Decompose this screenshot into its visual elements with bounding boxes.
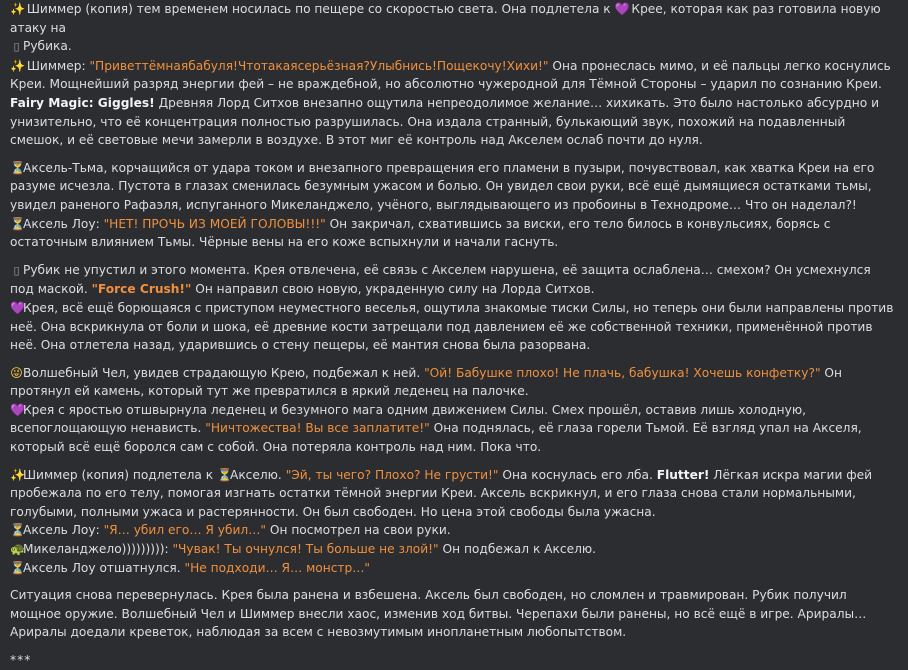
paragraph-6 <box>10 299 898 355</box>
text: Лёгкая искра магии фей пробежала по его телу, помогая изгнать остатки тёмной энергии Креи. Аксель вскрикнул, и его глаза снова стали нормальными, голубыми, полными ужаса и растерянности. Он был свободен. Но цена этой свободы была ужасна. <box>10 467 873 519</box>
text: Аксель-Тьма, корчащийся от удара током и внезапного превращения его пламени в пузыри, почувствовал, как хватка Креи на его разуме исчезла. Пустота в глазах сменилась безумным ужасом и болью. Он увидел свои руки, всё ещё дымящиеся остатками тьмы, увидел раненого Рафаэля, испуганного Микеланджело, учёного, выглядывающего из пробоины в Технодроме… Что он наделал?! <box>10 160 875 212</box>
text: Он направил свою новую, украденную силу на Лорда Ситхов. <box>191 282 595 297</box>
text: Она поднялась, её глаза горели Тьмой. Её взгляд упал на Акселя, который всё ещё боролся сам с собой. Она потеряла контроль над ним. Пока что. <box>10 421 862 455</box>
quote: "Я… убил его… Я убил…" <box>103 523 267 538</box>
text: Акселю. <box>229 467 286 482</box>
text: Он закричал, схватившись за виски, его тело билось в конвульсиях, борясь с остаточным влиянием Тьмы. Чёрные вены на его коже вспыхнули и начали гаснуть. <box>10 216 831 250</box>
text: Он протянул ей камень, который тут же превратился в яркий леденец на палочке. <box>10 365 842 399</box>
text: Он посмотрел на свои руки. <box>266 523 451 538</box>
sparkle-icon: ✨ <box>10 58 26 73</box>
text: Крея, всё ещё борющаяся с приступом неуместного веселья, ощутила знакомые тиски Силы, но теперь они были направлены против неё. Она вскрикнула от боли и шока, её древние кости затрещали под давлением её же собственной техники, применённой против неё. Она отлетела назад, ударившись о стену пещеры, её мантия снова была разорвана. <box>10 300 894 353</box>
hourglass-icon: ⏳ <box>10 523 26 538</box>
message-log <box>10 0 898 670</box>
text: Крее, которая как раз готовила новую атаку на <box>10 2 881 35</box>
text: Аксель Лоу отшатнулся. <box>23 560 185 575</box>
paragraph-gap <box>10 355 898 364</box>
text: Ситуация снова перевернулась. Крея была ранена и взбешена. Аксель был свободен, но сломлен и травмирован. Рубик получил мощное оружие. Волшебный Чел и Шиммер внесли хаос, изменив ход битвы. Черепахи были ранены, но всё ещё в игре. Арирaлы… Ариралы доедали креветок, наблюдая за всем с невозмутимым инопланетным любопытством. <box>10 588 867 640</box>
turtle-icon: 🐢 <box>10 542 26 557</box>
speaker: Аксель Лоу: <box>23 216 104 231</box>
quote: "Чувак! Ты очнулся! Ты больше не злой!" <box>172 542 439 557</box>
paragraph-11 <box>10 540 898 559</box>
paragraph-gap <box>10 457 898 466</box>
paragraph-8 <box>10 401 898 457</box>
paragraph-gap <box>10 642 898 651</box>
hourglass-icon: ⏳ <box>10 216 26 231</box>
paragraph-13 <box>10 586 898 642</box>
speaker: Микеланджело))))))))): <box>23 542 173 557</box>
text: Он подбежал к Акселю. <box>438 542 596 557</box>
quote: "НЕТ! ПРОЧЬ ИЗ МОЕЙ ГОЛОВЫ!!!" <box>103 216 326 231</box>
text: Она пронеслась мимо, и её пальцы легко коснулись Креи. Мощнейший разряд энергии фей – не враждебной, но абсолютно чужеродной для Тёмной Стороны – ударил по сознанию Креи. <box>10 58 891 92</box>
paragraph-10 <box>10 521 898 540</box>
sparkle-icon: ✨ <box>10 2 26 16</box>
purple-heart-icon: 💜 <box>10 300 26 315</box>
bold-spell: Flutter! <box>656 467 710 482</box>
hourglass-icon: ⏳ <box>10 560 26 575</box>
paragraph-gap <box>10 252 898 261</box>
missing-glyph-icon: ▯ <box>13 263 20 277</box>
purple-heart-icon: 💜 <box>614 2 630 16</box>
winking-face-icon: 😜 <box>10 365 23 380</box>
hourglass-icon: ⏳ <box>10 160 26 175</box>
paragraph-gap <box>10 150 898 159</box>
paragraph-5 <box>10 261 898 299</box>
section-separator: *** <box>10 653 32 667</box>
text: Шиммер (копия) подлетела к <box>23 467 217 482</box>
purple-heart-icon: 💜 <box>10 402 26 417</box>
paragraph-gap <box>10 577 898 586</box>
paragraph-9 <box>10 466 898 522</box>
speaker: Шиммер: <box>26 58 90 73</box>
paragraph-1 <box>10 0 898 57</box>
paragraph-7 <box>10 364 898 401</box>
speaker: Аксель Лоу: <box>23 523 104 538</box>
quote: "Ой! Бабушке плохо! Не плачь, бабушка! Хочешь конфетку?" <box>424 365 821 380</box>
text: Рубик не упустил и этого момента. Крея отвлечена, её связь с Акселем нарушена, её защита ослаблена… смехом? Он усмехнулся под маской. <box>10 262 871 297</box>
quote: "Эй, ты чего? Плохо? Не грусти!" <box>285 467 499 482</box>
quote: "Ничтожества! Вы все заплатите!" <box>205 421 430 436</box>
text: Крея с яростью отшвырнула леденец и безумного мага одним движением Силы. Смех прошёл, оставив лишь холодную, всепоглощающую ненависть. <box>10 402 806 436</box>
quote: "Не подходи… Я… монстр…" <box>184 560 371 575</box>
paragraph-12 <box>10 559 898 578</box>
bold-spell: Fairy Magic: Giggles! <box>10 95 155 110</box>
text: Она коснулась его лба. <box>498 467 657 482</box>
missing-glyph-icon: ▯ <box>13 40 20 54</box>
quote: "Приветтёмнаябабуля!Чтотакаясерьёзная?Улыбнись!Пощекочу!Хихи!" <box>89 58 549 73</box>
quote: "Force Crush!" <box>91 282 192 297</box>
paragraph-3 <box>10 159 898 215</box>
hourglass-icon: ⏳ <box>216 467 233 482</box>
paragraph-2 <box>10 57 898 150</box>
text: Рубика. <box>23 39 72 54</box>
paragraph-4 <box>10 215 898 252</box>
text: Древняя Лорд Ситхов внезапно ощутила непреодолимое желание… хихикать. Это было настолько абсурдно и унизительно, что её концентрация полностью разрушилась. Она издала странный, булькающий звук, похожий на подавленный смешок, и её световые мечи замерли в воздухе. В этот миг её контроль над Акселем ослаб почти до нуля. <box>10 95 879 148</box>
sparkle-icon: ✨ <box>10 467 26 482</box>
text: Шиммер (копия) тем временем носилась по пещере со скоростью света. Она подлетела к <box>26 2 615 16</box>
text: Волшебный Чел, увидев страдающую Крею, подбежал к ней. <box>23 365 425 380</box>
